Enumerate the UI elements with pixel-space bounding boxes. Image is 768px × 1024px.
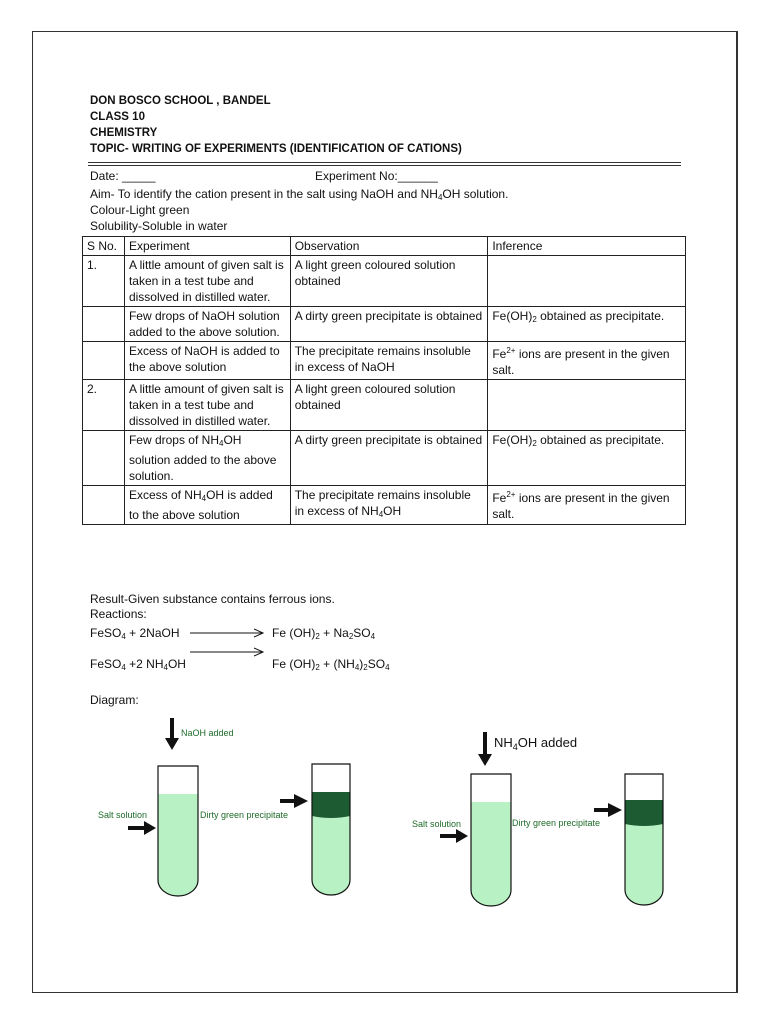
dirty-green-label: Dirty green precipitate <box>512 818 601 828</box>
cell-inference <box>488 307 686 342</box>
formula-part: +2 NH <box>125 657 164 671</box>
formula-part: SO <box>353 626 371 640</box>
precipitate-layer <box>312 792 350 818</box>
subscript: 4 <box>121 663 126 672</box>
cell-experiment: Excess of NaOH is added to the above solution <box>124 342 290 380</box>
precipitate-arrow <box>594 803 622 817</box>
reactions-label: Reactions: <box>90 607 147 621</box>
subscript: 2 <box>315 632 320 641</box>
subject-label: CHEMISTRY <box>90 127 158 139</box>
superscript: 2+ <box>506 346 516 355</box>
table-row <box>83 486 686 525</box>
test-tube-solution <box>471 774 511 906</box>
solution-fill <box>158 794 198 896</box>
header-divider-double <box>88 165 681 166</box>
precipitate-layer <box>625 800 663 826</box>
formula-part: FeSO <box>90 626 122 640</box>
diagram-label: Diagram: <box>90 693 139 707</box>
date-line <box>90 168 155 184</box>
experiment-no-field: Experiment No:______ <box>315 169 438 183</box>
formula-part: Fe (OH) <box>272 657 316 671</box>
inference-text: Fe(OH) <box>492 433 533 447</box>
salt-solution-arrow <box>128 821 156 835</box>
observation-text-end: OH <box>383 504 402 518</box>
reaction-1-products <box>272 626 375 641</box>
subscript: 4 <box>370 632 376 641</box>
precipitate-arrow <box>280 794 308 808</box>
subscript: 4 <box>121 632 126 641</box>
header-sno: S No. <box>83 237 125 256</box>
cell-sno: 1. <box>83 256 125 307</box>
formula-part: Fe (OH) <box>272 626 316 640</box>
subscript: 2 <box>532 439 537 448</box>
subscript: 4 <box>378 510 384 519</box>
cell-observation: A light green coloured solution obtained <box>290 380 488 431</box>
test-tube-diagram <box>80 712 720 922</box>
formula-part: FeSO <box>90 657 122 671</box>
topic-label: TOPIC- WRITING OF EXPERIMENTS (IDENTIFICATION OF CATIONS) <box>90 143 462 155</box>
table-row <box>83 256 686 307</box>
inference-text-end: ions are present in the given salt. <box>492 491 670 521</box>
subscript: 4 <box>218 439 224 448</box>
formula-part: + (NH <box>319 657 355 671</box>
experiment-table <box>82 236 686 525</box>
header-observation: Observation <box>290 237 488 256</box>
cell-inference <box>488 256 686 307</box>
subscript: 2 <box>348 632 354 641</box>
table-header-row <box>83 237 686 256</box>
cell-experiment <box>124 431 290 486</box>
cell-observation: The precipitate remains insoluble in excess of NaOH <box>290 342 488 380</box>
table-row <box>83 342 686 380</box>
experiment-text-end: OH is added to the above solution <box>128 488 273 522</box>
cell-sno <box>83 342 125 380</box>
reaction-2-products <box>272 657 390 672</box>
formula-part: SO <box>367 657 386 671</box>
salt-solution-label: Salt solution <box>98 810 148 820</box>
inference-text-end: obtained as precipitate. <box>536 309 665 323</box>
cell-inference <box>488 342 686 380</box>
colour-line: Colour-Light green <box>90 203 190 217</box>
subscript: 2 <box>315 663 320 672</box>
test-tube-solution <box>158 766 198 896</box>
nh4oh-arrow <box>478 732 492 766</box>
test-tube-precipitate <box>312 764 350 895</box>
salt-solution-label: Salt solution <box>412 819 462 829</box>
cell-observation: A dirty green precipitate is obtained <box>290 431 488 486</box>
subscript: 2 <box>363 663 368 672</box>
solution-fill <box>471 802 511 906</box>
experiment-text: Excess of NH <box>128 488 202 502</box>
header-inference: Inference <box>488 237 686 256</box>
inference-text: Fe <box>492 347 507 361</box>
salt-solution-arrow <box>440 829 468 843</box>
cell-observation: A dirty green precipitate is obtained <box>290 307 488 342</box>
subscript: 4 <box>201 494 207 503</box>
naoh-arrow <box>165 718 179 750</box>
solubility-line: Solubility-Soluble in water <box>90 219 228 233</box>
cell-experiment: A little amount of given salt is taken in a test tube and dissolved in distilled water. <box>124 380 290 431</box>
test-tube-precipitate <box>625 774 663 905</box>
table-row <box>83 431 686 486</box>
class-label: CLASS 10 <box>90 111 145 123</box>
subscript: 2 <box>532 315 537 324</box>
cell-observation: A light green coloured solution obtained <box>290 256 488 307</box>
cell-sno: 2. <box>83 380 125 431</box>
cell-experiment: Few drops of NaOH solution added to the above solution. <box>124 307 290 342</box>
reaction-1-reactants <box>90 626 180 641</box>
subscript: 4 <box>354 663 360 672</box>
aim-text: Aim- To identify the cation present in the salt using NaOH and NH <box>90 187 438 201</box>
school-name: DON BOSCO SCHOOL , BANDEL <box>90 95 271 107</box>
cell-sno <box>83 431 125 486</box>
table-row <box>83 307 686 342</box>
reaction-arrow <box>188 645 268 659</box>
nh4oh-added-label: $NH_4OH$ added <box>494 735 578 752</box>
formula-part: ) <box>359 657 364 671</box>
cell-experiment: A little amount of given salt is taken in a test tube and dissolved in distilled water. <box>124 256 290 307</box>
date-field: Date: _____ <box>90 169 156 183</box>
formula-part: + 2NaOH <box>125 626 180 640</box>
result-line: Result-Given substance contains ferrous ions. <box>90 592 335 606</box>
aim-text-end: OH solution. <box>442 187 509 201</box>
table-row <box>83 380 686 431</box>
subscript: 4 <box>385 663 390 672</box>
observation-text: The precipitate remains insoluble in excess of NH <box>294 488 471 518</box>
superscript: 2+ <box>506 490 516 499</box>
experiment-text: Few drops of NH <box>128 433 219 447</box>
subscript: 4 <box>437 193 443 202</box>
inference-text: Fe <box>492 491 507 505</box>
reaction-2-reactants <box>90 657 186 672</box>
formula-part: OH <box>167 657 186 671</box>
naoh-added-label: NaOH added <box>181 728 234 738</box>
inference-text: Fe(OH) <box>492 309 533 323</box>
inference-text-end: obtained as precipitate. <box>536 433 665 447</box>
cell-sno <box>83 307 125 342</box>
document-header <box>90 93 462 157</box>
header-experiment: Experiment <box>124 237 290 256</box>
reaction-arrow <box>188 626 268 640</box>
dirty-green-label: Dirty green precipitate <box>200 810 289 820</box>
inference-text-end: ions are present in the given salt. <box>492 347 670 377</box>
cell-inference <box>488 486 686 525</box>
cell-inference <box>488 431 686 486</box>
cell-sno <box>83 486 125 525</box>
cell-observation <box>290 486 488 525</box>
experiment-text-end: OH solution added to the above solution. <box>128 433 277 483</box>
cell-inference <box>488 380 686 431</box>
subscript: 4 <box>163 663 168 672</box>
formula-part: + Na <box>319 626 349 640</box>
cell-experiment <box>124 486 290 525</box>
header-divider <box>88 162 681 163</box>
